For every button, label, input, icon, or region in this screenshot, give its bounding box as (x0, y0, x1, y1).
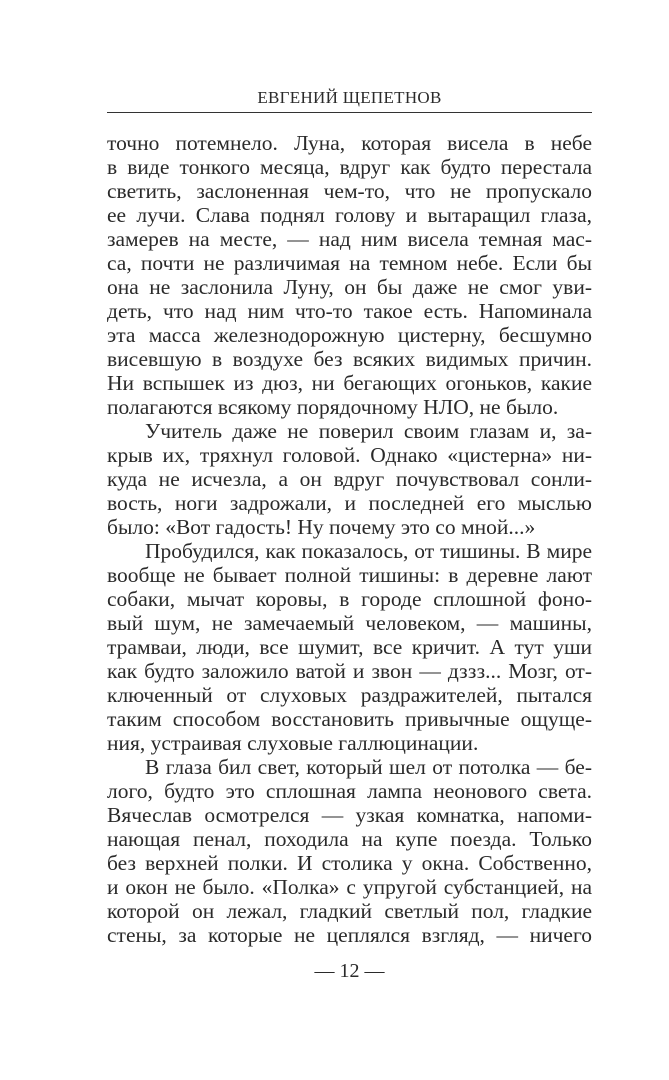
paragraph (107, 419, 592, 539)
header-rule (107, 112, 592, 113)
paragraph (107, 131, 592, 419)
text-line: ее лучи. Слава поднял голову и вытаращил глаза, (107, 203, 592, 227)
text-line: нающая пенал, походила на купе поезда. Только (107, 827, 592, 851)
text-line: точно потемнело. Луна, которая висела в небе (107, 131, 592, 155)
text-line: деть, что над ним что-то такое есть. Напоминала (107, 299, 592, 323)
text-line: она не заслонила Луну, он бы даже не смог уви- (107, 275, 592, 299)
text-line: В глаза бил свет, который шел от потолка — бе- (145, 755, 592, 779)
text-line: Ни вспышек из дюз, ни бегающих огоньков, какие (107, 371, 592, 395)
page-number: — 12 — (314, 960, 385, 982)
text-line: Учитель даже не поверил своим глазам и, за- (145, 419, 592, 443)
text-line: трамваи, люди, все шумит, все кричит. А тут уши (107, 635, 592, 659)
text-line: без верхней полки. И столика у окна. Собственно, (107, 851, 592, 875)
text-line: куда не исчезла, а он вдруг почувствовал сонли- (107, 467, 592, 491)
text-line: вый шум, не замечаемый человеком, — машины, (107, 611, 592, 635)
body-text (107, 131, 592, 947)
text-line: Пробудился, как показалось, от тишины. В мире (145, 539, 592, 563)
text-line: ния, устраивая слуховые галлюцинации. (107, 731, 479, 755)
text-line: висевшую в воздухе без всяких видимых причин. (107, 347, 592, 371)
text-line: таким способом восстановить привычные ощуще- (107, 707, 592, 731)
text-line: стены, за которые не цеплялся взгляд, — ничего (107, 923, 592, 947)
text-line: собаки, мычат коровы, в городе сплошной фоно- (107, 587, 592, 611)
text-line: и окон не было. «Полка» с упругой субстанцией, на (107, 875, 592, 899)
text-line: было: «Вот гадость! Ну почему это со мной...» (107, 515, 536, 539)
text-line: светить, заслоненная чем-то, что не пропускало (107, 179, 592, 203)
running-head-author: ЕВГЕНИЙ ЩЕПЕТНОВ (257, 88, 442, 107)
text-line: вообще не бывает полной тишины: в деревне лают (107, 563, 592, 587)
text-line: крыв их, тряхнул головой. Однако «цистерна» ни- (107, 443, 592, 467)
text-line: замерев на месте, — над ним висела темная мас- (107, 227, 592, 251)
text-line: вость, ноги задрожали, и последней его мыслью (107, 491, 592, 515)
paragraph (107, 755, 592, 947)
text-line: ключенный от слуховых раздражителей, пытался (107, 683, 592, 707)
text-line: Вячеслав осмотрелся — узкая комнатка, напоми- (107, 803, 592, 827)
text-line: в виде тонкого месяца, вдруг как будто перестала (107, 155, 592, 179)
paragraph (107, 539, 592, 755)
text-line: которой он лежал, гладкий светлый пол, гладкие (107, 899, 592, 923)
text-line: эта масса железнодорожную цистерну, бесшумно (107, 323, 592, 347)
text-line: лого, будто это сплошная лампа неонового света. (107, 779, 592, 803)
text-line: как будто заложило ватой и звон — дззз... Мозг, от- (107, 659, 592, 683)
text-line: са, почти не различимая на темном небе. Если бы (107, 251, 592, 275)
text-line: полагаются всякому порядочному НЛО, не было. (107, 395, 559, 419)
